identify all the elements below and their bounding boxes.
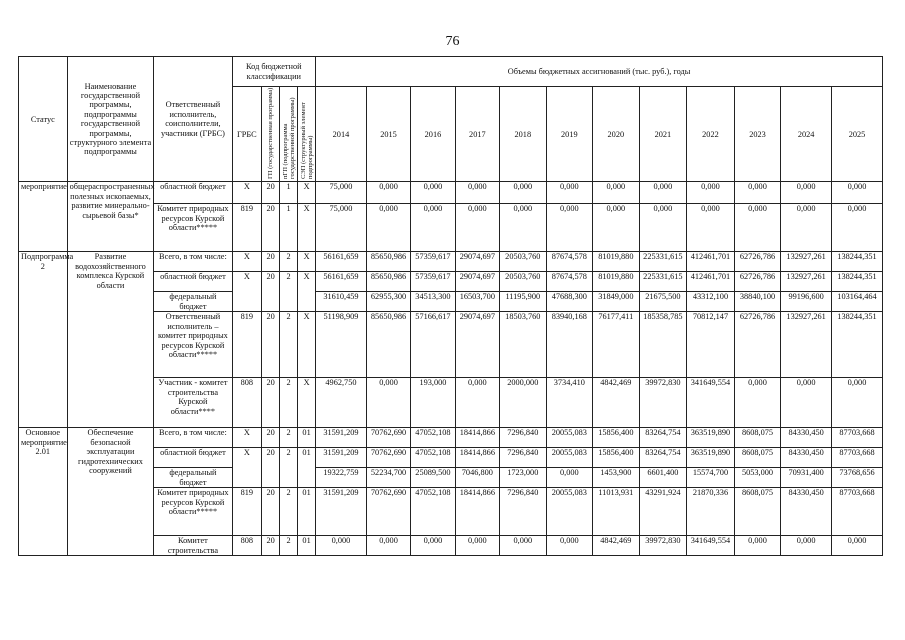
value-cell: 0,000 [781,182,832,204]
value-cell: 0,000 [455,536,499,556]
value-cell: 39972,830 [639,536,687,556]
se-cell: X [298,378,316,428]
grbs-cell: 808 [232,378,262,428]
executor-cell: областной бюджет [154,182,232,204]
gp-cell: 20 [262,536,280,556]
value-cell: 103164,464 [832,292,883,312]
grbs-cell: 819 [232,312,262,378]
header-year: 2019 [546,87,593,182]
value-cell: 138244,351 [832,312,883,378]
value-cell: 84330,450 [781,428,832,448]
pgp-cell: 2 [280,488,298,536]
header-grbs: ГРБС [232,87,262,182]
header-year: 2018 [500,87,547,182]
value-cell: 0,000 [455,182,499,204]
name-cell: общераспространенных полезных ископаемых, развитие минерально-сырьевой базы* [67,182,154,252]
value-cell: 62726,786 [734,272,781,292]
value-cell: 0,000 [316,536,367,556]
value-cell: 3734,410 [546,378,593,428]
pgp-cell: 2 [280,448,298,488]
value-cell: 363519,890 [687,448,735,468]
value-cell: 39972,830 [639,378,687,428]
value-cell: 85650,986 [366,272,410,292]
value-cell: 57166,617 [411,312,455,378]
value-cell: 43291,924 [639,488,687,536]
value-cell: 15574,700 [687,468,735,488]
value-cell: 193,000 [411,378,455,428]
value-cell: 20055,083 [546,488,593,536]
value-cell: 0,000 [500,182,547,204]
budget-table [18,56,883,556]
value-cell: 7296,840 [500,428,547,448]
value-cell: 138244,351 [832,252,883,272]
value-cell: 15856,400 [593,448,640,468]
value-cell: 16503,700 [455,292,499,312]
value-cell: 70762,690 [366,488,410,536]
value-cell: 0,000 [546,468,593,488]
grbs-cell: X [232,182,262,204]
pgp-cell: 2 [280,312,298,378]
value-cell: 38840,100 [734,292,781,312]
value-cell: 0,000 [639,182,687,204]
value-cell: 81019,880 [593,252,640,272]
se-cell: 01 [298,536,316,556]
value-cell: 31610,459 [316,292,367,312]
executor-cell: Комитет природных ресурсов Курской области***** [154,488,232,536]
header-year: 2017 [455,87,499,182]
value-cell: 18503,760 [500,312,547,378]
value-cell: 412461,701 [687,252,735,272]
value-cell: 87674,578 [546,252,593,272]
se-cell: 01 [298,488,316,536]
value-cell: 20055,083 [546,428,593,448]
value-cell: 29074,697 [455,252,499,272]
value-cell: 138244,351 [832,272,883,292]
value-cell: 99196,600 [781,292,832,312]
value-cell: 34513,300 [411,292,455,312]
header-year: 2015 [366,87,410,182]
value-cell: 8608,075 [734,428,781,448]
value-cell: 87703,668 [832,488,883,536]
value-cell: 70931,400 [781,468,832,488]
value-cell: 7046,800 [455,468,499,488]
value-cell: 56161,659 [316,272,367,292]
value-cell: 20503,760 [500,272,547,292]
name-cell: Развитие водохозяйственного комплекса Курской области [67,252,154,428]
value-cell: 0,000 [500,204,547,252]
pgp-cell: 1 [280,182,298,204]
value-cell: 76177,411 [593,312,640,378]
gp-cell: 20 [262,182,280,204]
value-cell: 83264,754 [639,448,687,468]
value-cell: 0,000 [411,204,455,252]
table-row [19,428,883,448]
value-cell: 11195,900 [500,292,547,312]
value-cell: 0,000 [411,182,455,204]
value-cell: 51198,909 [316,312,367,378]
executor-cell: Комитет природных ресурсов Курской области***** [154,204,232,252]
value-cell: 0,000 [832,182,883,204]
executor-cell: федеральный бюджет [154,468,232,488]
value-cell: 0,000 [455,378,499,428]
value-cell: 84330,450 [781,488,832,536]
executor-cell: областной бюджет [154,272,232,292]
value-cell: 0,000 [366,182,410,204]
grbs-cell: X [232,448,262,488]
executor-cell: Участник - комитет строительства Курской области**** [154,378,232,428]
executor-cell: Всего, в том числе: [154,428,232,448]
table-header [19,57,883,182]
grbs-cell: X [232,428,262,448]
value-cell: 185358,785 [639,312,687,378]
executor-cell: Всего, в том числе: [154,252,232,272]
header-year: 2023 [734,87,781,182]
value-cell: 132927,261 [781,312,832,378]
value-cell: 0,000 [734,204,781,252]
value-cell: 0,000 [832,378,883,428]
header-year: 2024 [781,87,832,182]
grbs-cell: X [232,252,262,272]
gp-cell: 20 [262,252,280,272]
value-cell: 363519,890 [687,428,735,448]
value-cell: 225331,615 [639,272,687,292]
header-year: 2025 [832,87,883,182]
value-cell: 62726,786 [734,252,781,272]
value-cell: 0,000 [734,182,781,204]
value-cell: 0,000 [366,204,410,252]
header-volumes-group: Объемы бюджетных ассигнований (тыс. руб.), годы [316,57,883,87]
value-cell: 31591,209 [316,448,367,468]
value-cell: 2000,000 [500,378,547,428]
value-cell: 81019,880 [593,272,640,292]
table-body [19,182,883,556]
se-cell: X [298,204,316,252]
se-cell: 01 [298,428,316,448]
value-cell: 132927,261 [781,252,832,272]
value-cell: 47052,108 [411,488,455,536]
table-row [19,252,883,272]
gp-cell: 20 [262,428,280,448]
executor-cell: областной бюджет [154,448,232,468]
name-cell: Обеспечение безопасной эксплуатации гидротехнических сооружений [67,428,154,556]
pgp-cell: 2 [280,428,298,448]
grbs-cell: 819 [232,488,262,536]
value-cell: 47052,108 [411,428,455,448]
value-cell: 0,000 [781,536,832,556]
value-cell: 47052,108 [411,448,455,468]
grbs-cell: 819 [232,204,262,252]
value-cell: 85650,986 [366,252,410,272]
value-cell: 21675,500 [639,292,687,312]
gp-cell: 20 [262,378,280,428]
value-cell: 0,000 [832,204,883,252]
status-cell: Основное мероприятие 2.01 [19,428,68,556]
value-cell: 0,000 [546,536,593,556]
header-code-group: Код бюджетной классификации [232,57,316,87]
value-cell: 0,000 [687,182,735,204]
value-cell: 0,000 [546,182,593,204]
page-number: 76 [445,34,460,49]
value-cell: 0,000 [411,536,455,556]
header-se: СЭП (структурный элемент подпрограммы) [298,87,316,182]
header-year: 2016 [411,87,455,182]
value-cell: 87703,668 [832,448,883,468]
se-cell: X [298,252,316,272]
value-cell: 18414,866 [455,428,499,448]
value-cell: 7296,840 [500,448,547,468]
value-cell: 4842,469 [593,536,640,556]
value-cell: 83940,168 [546,312,593,378]
value-cell: 0,000 [593,204,640,252]
value-cell: 29074,697 [455,272,499,292]
value-cell: 0,000 [734,378,781,428]
value-cell: 8608,075 [734,488,781,536]
value-cell: 70812,147 [687,312,735,378]
executor-cell: федеральный бюджет [154,292,232,312]
gp-cell: 20 [262,312,280,378]
value-cell: 83264,754 [639,428,687,448]
value-cell: 0,000 [366,378,410,428]
value-cell: 4962,750 [316,378,367,428]
value-cell: 52234,700 [366,468,410,488]
value-cell: 0,000 [832,536,883,556]
grbs-cell: X [232,272,262,312]
value-cell: 31849,000 [593,292,640,312]
value-cell: 70762,690 [366,428,410,448]
value-cell: 0,000 [500,536,547,556]
value-cell: 57359,617 [411,252,455,272]
value-cell: 62955,300 [366,292,410,312]
se-cell: 01 [298,448,316,488]
value-cell: 341649,554 [687,536,735,556]
value-cell: 4842,469 [593,378,640,428]
value-cell: 47688,300 [546,292,593,312]
table-row [19,182,883,204]
status-cell: мероприятие [19,182,68,252]
gp-cell: 20 [262,448,280,488]
gp-cell: 20 [262,204,280,252]
pgp-cell: 2 [280,272,298,312]
value-cell: 18414,866 [455,488,499,536]
header-name: Наименование государственной программы, подпрограммы государственной программы, структурного элемента подпрограммы [67,57,154,182]
value-cell: 20503,760 [500,252,547,272]
value-cell: 5053,000 [734,468,781,488]
executor-cell: Комитет строительства [154,536,232,556]
value-cell: 0,000 [455,204,499,252]
value-cell: 18414,866 [455,448,499,468]
value-cell: 21870,336 [687,488,735,536]
value-cell: 11013,931 [593,488,640,536]
value-cell: 132927,261 [781,272,832,292]
value-cell: 31591,209 [316,428,367,448]
header-executor: Ответственный исполнитель, соисполнители, участники (ГРБС) [154,57,232,182]
value-cell: 1723,000 [500,468,547,488]
se-cell: X [298,312,316,378]
value-cell: 341649,554 [687,378,735,428]
header-year: 2020 [593,87,640,182]
header-year: 2022 [687,87,735,182]
value-cell: 19322,759 [316,468,367,488]
value-cell: 31591,209 [316,488,367,536]
value-cell: 1453,900 [593,468,640,488]
value-cell: 57359,617 [411,272,455,292]
value-cell: 0,000 [781,204,832,252]
value-cell: 15856,400 [593,428,640,448]
value-cell: 0,000 [639,204,687,252]
value-cell: 25089,500 [411,468,455,488]
value-cell: 0,000 [546,204,593,252]
value-cell: 84330,450 [781,448,832,468]
value-cell: 0,000 [687,204,735,252]
value-cell: 70762,690 [366,448,410,468]
value-cell: 225331,615 [639,252,687,272]
value-cell: 43312,100 [687,292,735,312]
value-cell: 0,000 [781,378,832,428]
header-status: Статус [19,57,68,182]
header-gp: ГП (государственная программа) [262,87,280,182]
grbs-cell: 808 [232,536,262,556]
value-cell: 0,000 [734,536,781,556]
value-cell: 7296,840 [500,488,547,536]
header-pgp: пГП (подпрограмма государственной программы) [280,87,298,182]
header-year: 2021 [639,87,687,182]
pgp-cell: 2 [280,536,298,556]
se-cell: X [298,182,316,204]
value-cell: 62726,786 [734,312,781,378]
value-cell: 29074,697 [455,312,499,378]
gp-cell: 20 [262,488,280,536]
pgp-cell: 2 [280,252,298,272]
value-cell: 412461,701 [687,272,735,292]
gp-cell: 20 [262,272,280,312]
value-cell: 0,000 [593,182,640,204]
value-cell: 75,000 [316,182,367,204]
value-cell: 75,000 [316,204,367,252]
value-cell: 6601,400 [639,468,687,488]
se-cell: X [298,272,316,312]
pgp-cell: 2 [280,378,298,428]
value-cell: 73768,656 [832,468,883,488]
header-year: 2014 [316,87,367,182]
value-cell: 20055,083 [546,448,593,468]
value-cell: 87674,578 [546,272,593,292]
value-cell: 56161,659 [316,252,367,272]
pgp-cell: 1 [280,204,298,252]
status-cell: Подпрограмма 2 [19,252,68,428]
value-cell: 87703,668 [832,428,883,448]
executor-cell: Ответственный исполнитель – комитет природных ресурсов Курской области***** [154,312,232,378]
value-cell: 85650,986 [366,312,410,378]
value-cell: 0,000 [366,536,410,556]
value-cell: 8608,075 [734,448,781,468]
